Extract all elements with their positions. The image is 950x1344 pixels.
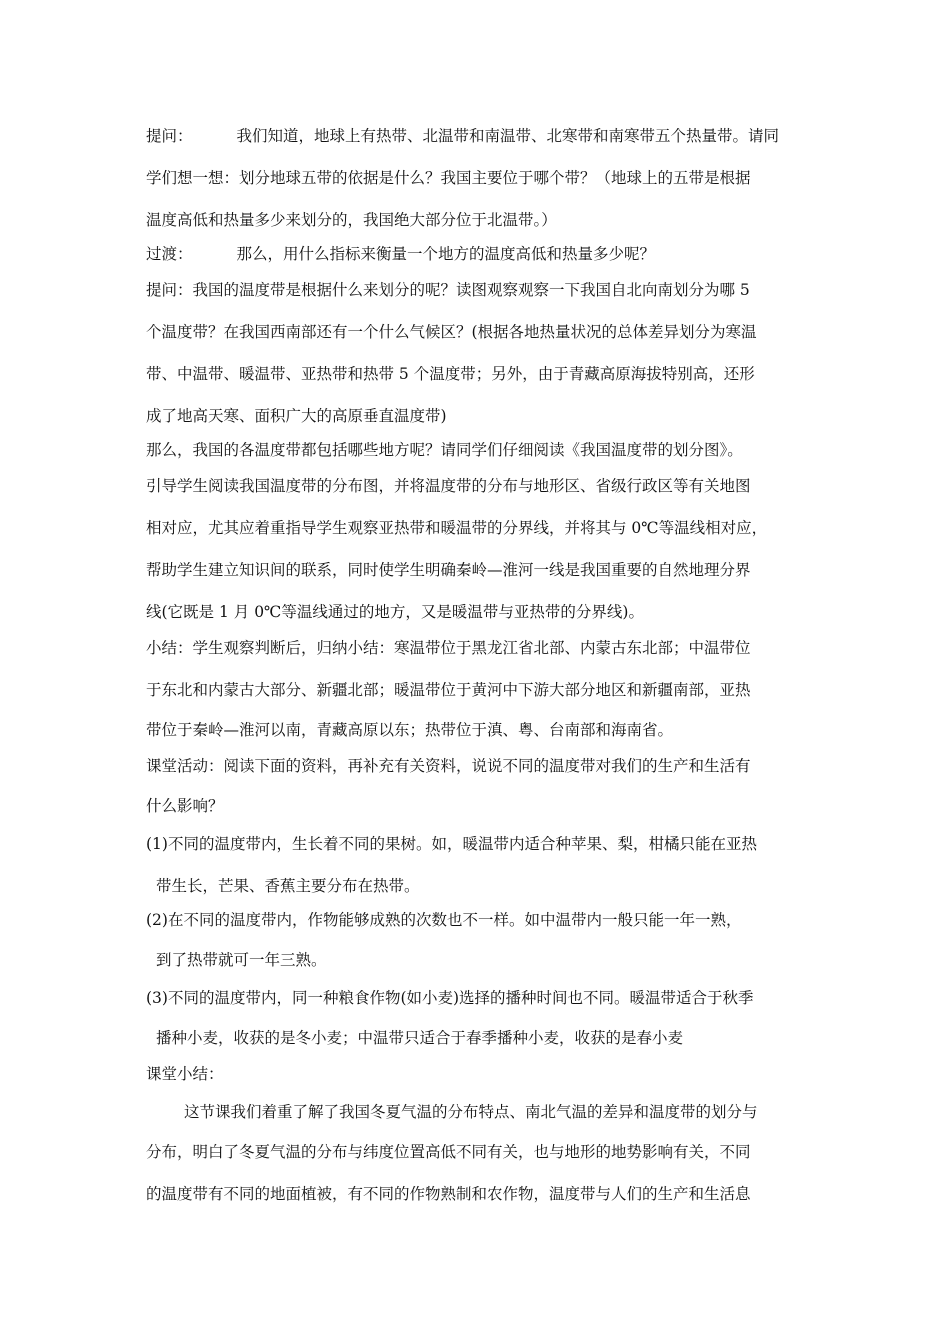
question-text: 我们知道，地球上有热带、北温带和南温带、北寒带和南寒带五个热量带。请同 (236, 127, 780, 145)
list-item-2-cont: 到了热带就可一年三熟。 (156, 951, 327, 969)
line-10: 引导学生阅读我国温度带的分布图，并将温度带的分布与地形区、省级行政区等有关地图 (146, 477, 751, 495)
line-17: 课堂活动：阅读下面的资料，再补充有关资料，说说不同的温度带对我们的生产和生活有 (146, 757, 751, 775)
line-16: 带位于秦岭—淮河以南，青藏高原以东；热带位于滇、粤、台南部和海南省。 (146, 721, 674, 739)
list-item-1-cont: 带生长，芒果、香蕉主要分布在热带。 (156, 877, 420, 895)
list-item-1: (1)不同的温度带内，生长着不同的果树。如，暖温带内适合种苹果、梨，柑橘只能在亚热 (146, 835, 757, 853)
summary-line-1: 这节课我们着重了解了我国冬夏气温的分布特点、南北气温的差异和温度带的划分与 (184, 1103, 758, 1121)
line-14: 小结：学生观察判断后，归纳小结：寒温带位于黑龙江省北部、内蒙古东北部；中温带位 (146, 639, 751, 657)
list-item-3-cont: 播种小麦，收获的是冬小麦；中温带只适合于春季播种小麦，收获的是春小麦 (156, 1029, 684, 1047)
section-heading-summary: 课堂小结： (146, 1065, 224, 1083)
label-transition: 过渡： (146, 245, 193, 263)
line-11: 相对应，尤其应着重指导学生观察亚热带和暖温带的分界线，并将其与 0℃等温线相对应， (146, 519, 768, 537)
label-question: 提问： (146, 127, 193, 145)
line-06: 个温度带？在我国西南部还有一个什么气候区？(根据各地热量状况的总体差异划分为寒温 (146, 323, 757, 341)
summary-line-3: 的温度带有不同的地面植被，有不同的作物熟制和农作物，温度带与人们的生产和生活息 (146, 1185, 751, 1203)
line-12: 帮助学生建立知识间的联系，同时使学生明确秦岭—淮河一线是我国重要的自然地理分界 (146, 561, 751, 579)
line-07: 带、中温带、暖温带、亚热带和热带 5 个温度带；另外，由于青藏高原海拔特别高，还形 (146, 365, 755, 383)
line-05: 提问：我国的温度带是根据什么来划分的呢？读图观察观察一下我国自北向南划分为哪 5 (146, 281, 750, 299)
summary-line-2: 分布，明白了冬夏气温的分布与纬度位置高低不同有关，也与地形的地势影响有关，不同 (146, 1143, 751, 1161)
line-13: 线(它既是 1 月 0℃等温线通过的地方，又是暖温带与亚热带的分界线)。 (146, 603, 644, 621)
list-item-3: (3)不同的温度带内，同一种粮食作物(如小麦)选择的播种时间也不同。暖温带适合于秋季 (146, 989, 754, 1007)
transition-text: 那么，用什么指标来衡量一个地方的温度高低和热量多少呢？ (236, 245, 656, 263)
line-03: 温度高低和热量多少来划分的，我国绝大部分位于北温带。） (146, 211, 557, 229)
line-question-five-zones (146, 126, 779, 146)
line-15: 于东北和内蒙古大部分、新疆北部；暖温带位于黄河中下游大部分地区和新疆南部，亚热 (146, 681, 751, 699)
list-item-2: (2)在不同的温度带内，作物能够成熟的次数也不一样。如中温带内一般只能一年一熟， (146, 911, 742, 929)
line-02: 学们想一想：划分地球五带的依据是什么？我国主要位于哪个带？（地球上的五带是根据 (146, 169, 751, 187)
line-transition (146, 244, 655, 264)
line-18: 什么影响？ (146, 797, 224, 815)
line-08: 成了地高天寒、面积广大的高原垂直温度带) (146, 407, 447, 425)
line-09: 那么，我国的各温度带都包括哪些地方呢？请同学们仔细阅读《我国温度带的划分图》。 (146, 441, 743, 459)
